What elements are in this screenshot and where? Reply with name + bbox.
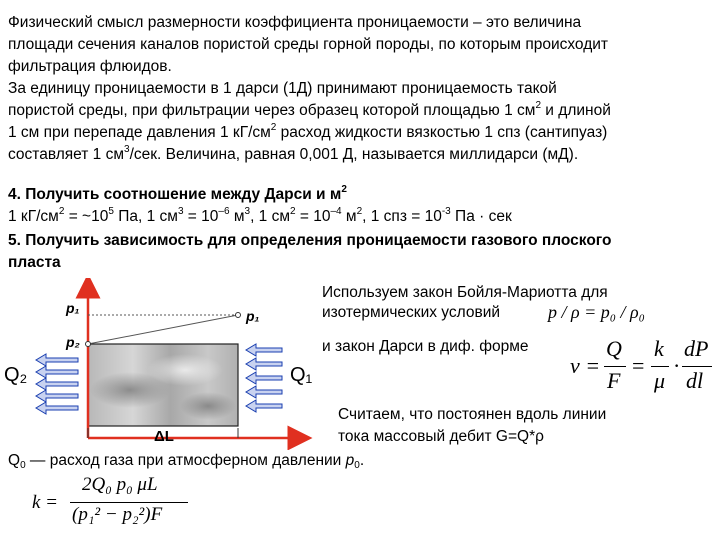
rock-texture-dark-2 — [180, 392, 236, 420]
section-4-title: 4. Получить соотношение между Дарси и $м^2$ — [8, 184, 347, 203]
q2-label: Q₂ — [4, 364, 28, 386]
k-numerator: 2Q₀ p₀ μL — [82, 474, 158, 495]
darcy-formula — [562, 336, 720, 396]
intro-line-4: За единицу проницаемости в 1 дарси (1Д) принимают проницаемость такой — [8, 80, 557, 97]
const-note-2: тока массовый дебит G=Q*ρ — [338, 428, 544, 445]
darcy-v: v = — [570, 353, 601, 378]
section-5-title: 5. Получить зависимость для определения проницаемости газового плоского — [8, 232, 612, 249]
reservoir-diagram — [0, 278, 320, 450]
k-denominator: (p₁² − p₂²)F — [72, 504, 163, 525]
darcy-dl: dl — [686, 368, 704, 393]
pressure-profile-line — [88, 315, 238, 344]
darcy-F: F — [607, 368, 621, 393]
intro-line-7: составляет 1 $см^3$/сек. Величина, равная 0,001 Д, называется миллидарси (мД). — [8, 144, 579, 163]
inflow-arrow-4 — [246, 386, 282, 398]
boyle-note-1: Используем закон Бойля-Мариотта для — [322, 284, 608, 301]
intro-line-5: пористой среды, при фильтрации через образец которой площадью 1 $см^2$ и длиной — [8, 100, 611, 119]
darcy-frac-line-3 — [682, 366, 712, 367]
outflow-arrows — [36, 354, 78, 414]
inflow-arrow-1 — [246, 344, 282, 356]
q0-note: $Q_0$ — расход газа при атмосферном давлении $p_0$. — [8, 452, 365, 471]
intro-line-1: Физический смысл размерности коэффициента проницаемости – это величина — [8, 14, 582, 31]
const-note-1: Считаем, что постоянен вдоль линии — [338, 406, 607, 423]
intro-line-6: 1 см при перепаде давления 1 $кГ/см^2$ расход жидкости вязкостью 1 спз (сантипуаз) — [8, 122, 608, 141]
darcy-frac-line-2 — [651, 366, 669, 367]
section-4-units: 1 $кГ/см^2$ = $\sim 10^5$ Па, 1 $см^3 = 10^{-6}$ $м^3$, 1 $см^2 = 10^{-4}$ $м^2$, 1 спз = $10^{-3}$ Па · сек — [8, 206, 512, 225]
p2-label: p₂ — [66, 334, 80, 350]
darcy-dP: dP — [684, 336, 709, 361]
inflow-arrow-2 — [246, 358, 282, 370]
darcy-k: k — [654, 336, 664, 361]
darcy-mu: μ — [654, 368, 666, 393]
darcy-Q: Q — [606, 336, 622, 361]
outflow-arrow-3 — [36, 378, 78, 390]
k-formula — [32, 474, 212, 534]
darcy-dot: · — [673, 353, 681, 378]
rock-texture-light — [147, 354, 223, 386]
outflow-arrow-4 — [36, 390, 78, 402]
p1-right-label: p₁ — [246, 308, 260, 324]
section-5-title-cont: пласта — [8, 254, 61, 271]
p1-left-label: p₁ — [66, 300, 80, 316]
outflow-arrow-1 — [36, 354, 78, 366]
boyle-note-2: изотермических условий — [322, 304, 501, 321]
k-frac-line — [70, 502, 188, 503]
inflow-arrow-5 — [246, 400, 282, 412]
intro-line-2: площади сечения каналов пористой среды горной породы, по которым происходит — [8, 36, 609, 53]
darcy-note: и закон Дарси в диф. форме — [322, 338, 529, 355]
delta-l-label: ΔL — [154, 428, 174, 445]
inflow-arrows — [246, 344, 282, 412]
inflow-arrow-3 — [246, 372, 282, 384]
boyle-formula: p / ρ = p₀ / ρ₀ — [548, 302, 645, 322]
q1-label: Q₁ — [290, 364, 313, 386]
outflow-arrow-5 — [36, 402, 78, 414]
intro-line-3: фильтрация флюидов. — [8, 58, 172, 75]
outflow-arrow-2 — [36, 366, 78, 378]
darcy-frac-line-1 — [604, 366, 626, 367]
p1-point — [236, 313, 241, 318]
darcy-eq: = — [632, 353, 645, 378]
p2-point — [86, 342, 91, 347]
k-lhs: k = — [32, 492, 59, 513]
